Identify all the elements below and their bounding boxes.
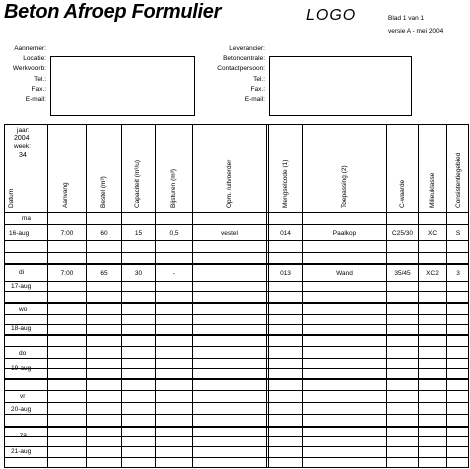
header-capaciteit: Capaciteit (m³/u) — [134, 159, 141, 208]
day-divider — [4, 302, 469, 304]
date-label: 17-aug — [11, 283, 32, 290]
header-aanvang: Aanvang — [62, 182, 69, 208]
day-divider — [4, 334, 469, 336]
cell-aanvang[interactable]: 7:00 — [60, 270, 74, 277]
header-datum: Datum — [8, 188, 15, 208]
label-fax: Fax.: — [31, 85, 46, 93]
cell-opmerking[interactable]: vestel — [221, 230, 238, 237]
row-divider — [4, 358, 469, 359]
date-label: 19-aug — [11, 365, 32, 372]
col-divider — [192, 124, 193, 468]
year-value: 2004 — [14, 135, 30, 142]
label-leverancier: Leverancier: — [229, 45, 265, 52]
label-tel-supplier: Tel.: — [253, 75, 265, 83]
col-divider — [302, 124, 303, 468]
label-tel: Tel.: — [34, 75, 46, 83]
col-divider — [268, 124, 269, 468]
week-label: week: — [14, 143, 31, 150]
date-label: 20-aug — [11, 406, 32, 413]
row-divider — [4, 314, 469, 315]
row-divider — [4, 368, 469, 369]
cell-consistentie[interactable]: S — [455, 230, 461, 237]
supplier-input-box[interactable] — [269, 56, 412, 116]
label-email: E-mail: — [25, 96, 46, 104]
cell-c-waarde[interactable]: 35/45 — [394, 270, 411, 277]
cell-toepassing[interactable]: Paalkop — [332, 230, 357, 237]
label-contactpersoon: Contactpersoon: — [217, 65, 265, 73]
header-opmerking: Opm. /uitvoerder — [226, 159, 233, 208]
version-info: versie A - mei 2004 — [388, 28, 444, 35]
day-label: do — [19, 350, 27, 357]
cell-toepassing[interactable]: Wand — [336, 270, 353, 277]
cell-consistentie[interactable]: 3 — [456, 270, 460, 277]
cell-bijsturen[interactable]: - — [172, 270, 176, 277]
cell-bestel[interactable]: 60 — [100, 230, 108, 237]
header-mengselcode: Mengselcode (1) — [282, 159, 289, 208]
col-divider — [418, 124, 419, 468]
year-label: jaar: — [17, 127, 30, 134]
header-bestel: Bestel (m³) — [100, 176, 107, 208]
day-divider — [4, 426, 469, 428]
cell-milieuklasse[interactable]: XC — [427, 230, 438, 237]
cell-capaciteit[interactable]: 30 — [134, 270, 143, 277]
logo-placeholder: LOGO — [306, 7, 357, 24]
cell-aanvang[interactable]: 7:00 — [60, 230, 74, 237]
label-email-supplier: E-mail: — [244, 96, 265, 104]
row-divider — [4, 457, 469, 458]
cell-bestel[interactable]: 65 — [100, 270, 108, 277]
row-divider — [4, 402, 469, 403]
label-fax-supplier: Fax.: — [250, 85, 265, 93]
cell-milieuklasse[interactable]: XC2 — [426, 270, 439, 277]
header-divider — [4, 212, 469, 213]
col-divider — [47, 124, 48, 468]
col-divider — [386, 124, 387, 468]
supplier-labels — [200, 44, 265, 105]
date-label: 18-aug — [11, 325, 32, 332]
day-label: ma — [22, 215, 32, 222]
header-consistentie: Consistentiegebied — [455, 152, 462, 208]
cell-capaciteit[interactable]: 15 — [134, 230, 143, 237]
date-label: 16-aug — [9, 230, 30, 237]
header-toepassing: Toepassing (2) — [341, 165, 348, 208]
day-label: wo — [19, 306, 28, 313]
label-aannemer: Aannemer: — [14, 45, 46, 52]
col-divider — [121, 124, 122, 468]
row-divider — [4, 436, 469, 437]
week-value: 34 — [19, 152, 27, 159]
col-divider — [86, 124, 87, 468]
row-divider — [4, 252, 469, 253]
day-divider — [4, 378, 469, 380]
order-table — [4, 124, 469, 468]
contractor-labels — [0, 44, 46, 105]
row-divider — [4, 390, 469, 391]
row-divider — [4, 224, 469, 225]
row-divider — [4, 240, 469, 241]
col-divider — [446, 124, 447, 468]
row-divider — [4, 291, 469, 292]
header-milieuklasse: Milieuklasse — [429, 172, 436, 208]
col-divider — [266, 124, 267, 468]
cell-bijsturen[interactable]: 0,5 — [169, 230, 179, 237]
label-locatie: Locatie: — [23, 55, 46, 63]
day-label: di — [19, 269, 25, 276]
cell-mengselcode[interactable]: 014 — [280, 230, 291, 237]
row-divider — [4, 446, 469, 447]
header-c-waarde: C-waarde — [399, 179, 406, 208]
row-divider — [4, 281, 469, 282]
row-divider — [4, 324, 469, 325]
label-werkvoorb: Werkvoorb: — [12, 65, 46, 73]
header-bijsturen: Bijsturen (m³) — [170, 168, 177, 208]
cell-mengselcode[interactable]: 013 — [280, 270, 291, 277]
page-number: Blad 1 van 1 — [388, 15, 425, 22]
day-divider — [4, 263, 469, 265]
day-label: za — [20, 432, 27, 439]
day-label: vr — [20, 393, 26, 400]
date-label: 21-aug — [11, 448, 32, 455]
row-divider — [4, 414, 469, 415]
row-divider — [4, 346, 469, 347]
label-betoncentrale: Betoncentrale: — [223, 55, 265, 63]
cell-c-waarde[interactable]: C25/30 — [392, 230, 413, 237]
col-divider — [155, 124, 156, 468]
contractor-input-box[interactable] — [50, 56, 195, 116]
form-title: Beton Afroep Formulier — [4, 1, 222, 23]
